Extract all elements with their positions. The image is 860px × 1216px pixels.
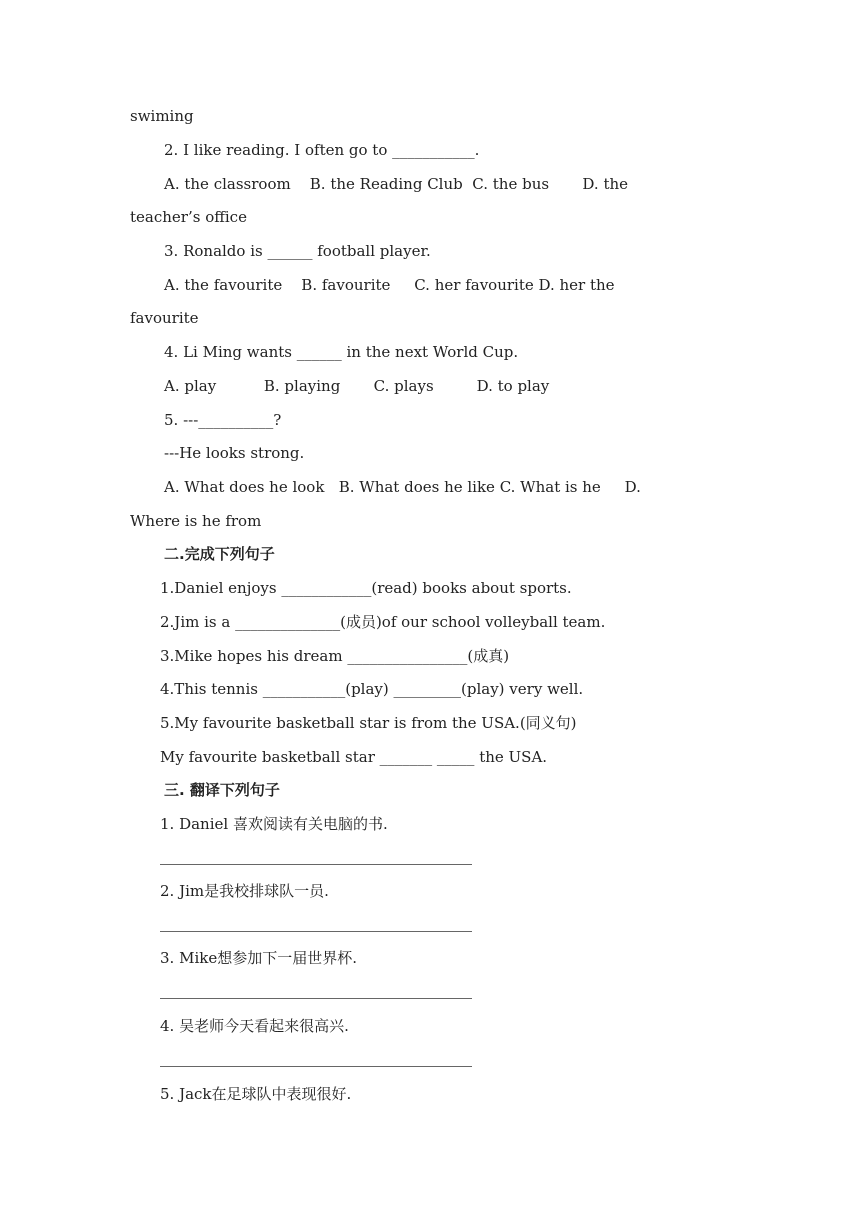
question-3: 3. Ronaldo is ______ football player. (164, 242, 431, 260)
answer-line-1 (160, 864, 472, 865)
question-3-options-cont: favourite (130, 309, 199, 327)
translation-item-1: 1. Daniel 喜欢阅读有关电脑的书. (160, 815, 388, 833)
answer-line-2 (160, 931, 472, 932)
completion-item-4: 4.This tennis ___________(play) _________(play) very well. (160, 680, 584, 698)
translation-item-5: 5. Jack在足球队中表现很好. (160, 1085, 352, 1103)
answer-line-3 (160, 998, 472, 999)
translation-item-4: 4. 吴老师今天看起来很高兴. (160, 1017, 349, 1035)
completion-item-1: 1.Daniel enjoys ____________(read) books about sports. (160, 579, 572, 597)
question-5-options-cont: Where is he from (130, 512, 262, 530)
question-5-options: A. What does he look B. What does he like C. What is he D. (164, 478, 641, 496)
completion-item-5: 5.My favourite basketball star is from the USA.(同义句) (160, 714, 577, 732)
answer-line-4 (160, 1066, 472, 1067)
translation-item-3: 3. Mike想参加下一届世界杯. (160, 949, 357, 967)
section-2-heading: 二.完成下列句子 (164, 545, 275, 563)
q1-continuation: swiming (130, 107, 194, 125)
question-4: 4. Li Ming wants ______ in the next World Cup. (164, 343, 519, 361)
translation-item-2: 2. Jim是我校排球队一员. (160, 882, 329, 900)
question-5-reply: ---He looks strong. (164, 444, 305, 462)
question-2-options-cont: teacher’s office (130, 208, 247, 226)
question-2-options: A. the classroom B. the Reading Club C. the bus D. the (164, 175, 629, 193)
question-5: 5. ---__________? (164, 411, 282, 429)
question-3-options: A. the favourite B. favourite C. her favourite D. her the (164, 276, 615, 294)
question-4-options: A. play B. playing C. plays D. to play (164, 377, 550, 395)
completion-item-2: 2.Jim is a ______________(成员)of our school volleyball team. (160, 613, 606, 631)
section-3-heading: 三. 翻译下列句子 (164, 781, 280, 799)
question-2: 2. I like reading. I often go to ___________. (164, 141, 480, 159)
completion-item-5-rewrite: My favourite basketball star _______ _____ the USA. (160, 748, 548, 766)
completion-item-3: 3.Mike hopes his dream ________________(成真) (160, 647, 510, 665)
